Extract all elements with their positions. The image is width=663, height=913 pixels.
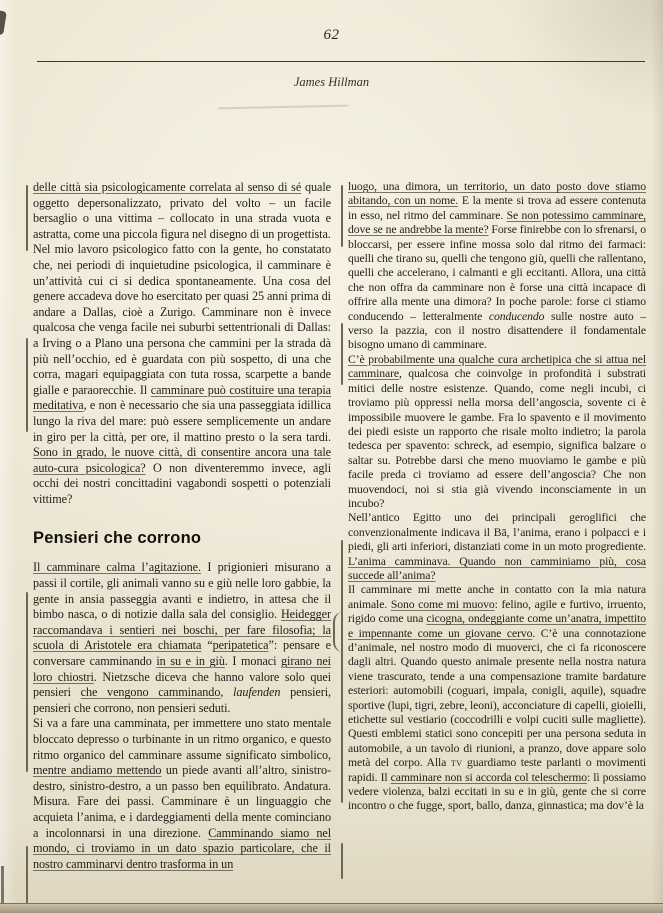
scan-bottom-edge — [0, 903, 663, 913]
paragraph: Nel mio lavoro psicologico fatto con la gente, ho constatato che, nei periodi di inquietudine psicologica, il camminare è un’attività cui ci si dedica spontaneamente. Una cosa del genere accadeva dove ho esercitato per quasi 25 anni prima di andare a Dallas, cioè a Zurigo. Camminare non è invece qualcosa che venga facile nei suburbi settentrionali di Dallas: a Irving o a Plano una persona che cammini per la strada dà più nell’occhio, ed è guardata con più sospetto, di una che corra, magari equipaggiata con tuta rossa, scarpette a bande gialle e paraorecchie. Il camminare può costituire una terapia meditativa, e non è necessario che sia una passeggiata idillica lungo la riva del mare: può essere semplicemente un andare in giro per la città, per ore, il mattino presto o la sera tardi. Sono in grado, le nuove città, di consentire ancora una tale auto-cura psicologica? O non diventeremmo invece, agli occhi dei nostri concittadini vagabondi sospetti o potenziali vittime? — [33, 242, 331, 506]
running-head: James Hillman — [293, 75, 370, 89]
paragraph: delle città sia psicologicamente correlata al senso di sé quale oggetto depersonalizzato, privato del volto – un facile bersaglio o una vittima – collocato in una strada vuota e astratta, come una piccola figura nel disegno di un progettista. — [33, 180, 331, 241]
pencil-margin-hook — [333, 612, 344, 652]
right-text-column — [348, 180, 646, 814]
left-text-column — [33, 180, 331, 872]
scan-edge-artifact — [0, 0, 16, 913]
paragraph: Nell’antico Egitto uno dei principali geroglifici che convenzionalmente indicava il Bā, l’anima, erano i polpacci e i piedi, gli arti inferiori, distanziati come in un moto progrediente. L’anima camminava. Quando non camminiamo più, cosa succede all’anima? — [348, 511, 646, 582]
pencil-margin-mark — [26, 338, 28, 432]
pencil-margin-mark — [26, 185, 28, 251]
pencil-margin-mark — [26, 592, 28, 772]
paragraph: Il camminare calma l’agitazione. I prigionieri misurano a passi il cortile, gli animali vanno su e giù nelle loro gabbie, la gente in ansia passeggia avanti e indietro, in attesa che il bimbo nasca, o di notizie dalla sala del consiglio. Heidegger raccomandava i sentieri nei boschi, per fare filosofia; la scuola di Aristotele era chiamata “peripatetica”: pensare e conversare camminando in su e in giù. I monaci girano nei loro chiostri. Nietzsche diceva che hanno valore solo quei pensieri che vengono camminando, laufenden pensieri, pensieri che corrono, non pensieri seduti. — [33, 560, 331, 715]
paragraph: C’è probabilmente una qualche cura archetipica che si attua nel camminare, qualcosa che coinvolge in profondità i substrati mitici delle nostre esistenze. Quando, come negli incubi, ci troviamo più oppressi nella morsa dell’angoscia, sovente ci è impossibile muovere le gambe. Fra lo spavento e il movimento dei piedi esiste un rapporto che risale molto indietro; la parola tedesca per spavento: schreck, ad esempio, significa balzare o saltar su. Potrebbe darsi che meno muoviamo le gambe e più facile preda ci troviamo ad essere dell’angoscia? Che non muovendoci, noi si stia già vivendo inconsciamente in un incubo? — [348, 352, 646, 510]
pencil-margin-mark — [341, 843, 343, 879]
paragraph: Il camminare mi mette anche in contatto con la mia natura animale. Sono come mi muovo: felino, agile e furtivo, irruento, rigido come una cicogna, ondeggiante come un’anatra, impettito e impennante come un giovane cervo. C’è una connotazione d’animale, nel nostro modo di muoverci, che ci fa riconoscere dagli altri. Quando questo animale presente nella nostra natura viene trascurato, tende a una compensazione tramite bardature esteriori: automobili (coguari, impala, conigli, aquile), squadre sportive (lupi, tigri, zebre, leoni), acconciature di capelli, gioielli, etichette sul vestiario (coccodrilli e volpi cuciti sulle magliette). Questi emblemi statici sono concepiti per una persona seduta in automobile, a un tavolo di riunioni, a pranzo, dove appare solo metà del corpo. Alla tv guardiamo teste parlanti o movimenti rapidi. Il camminare non si accorda col teleschermo: lì possiamo vedere violenza, balzi eccitati in su e in giù, gente che si corre incontro o che fugge, sport, ballo, danza, ginnastica; ma dov’è la — [348, 583, 646, 813]
pencil-margin-mark — [341, 323, 343, 385]
pencil-margin-mark — [26, 846, 28, 906]
scan-edge-artifact — [651, 0, 663, 913]
paragraph: luogo, una dimora, un territorio, un dato posto dove stiamo abitando, con un nome. E la mente si trova ad essere contenuta in esso, nel ritmo del camminare. Se non potessimo camminare, dove se ne andrebbe la mente? Forse finirebbe con lo sfrenarsi, o bloccarsi, per essere infine mossa solo dal ritmo dei farmaci: quelli che tirano su, quelli che tengono giù, quelli che rallentano, quelli che accelerano, i calmanti e gli eccitanti. Allora, una città che non offra da camminare non è forse una città incapace di offrire alla mente una dimora? In poche parole: forse ci stiamo conducendo – letteralmente conducendo sulle nostre auto – verso la pazzia, con il nostro disattendere il fondamentale bisogno umano di camminare. — [348, 180, 646, 352]
scan-ghost-line — [218, 105, 348, 110]
pencil-margin-mark — [341, 540, 343, 803]
pencil-margin-mark — [341, 185, 343, 247]
paragraph: Si va a fare una camminata, per immettere uno stato mentale bloccato depresso o turbinante in un ritmo organico, e questo ritmo organico del camminare assume significato simbolico, mentre andiamo mettendo un piede avanti all’altro, sinistro-destro, sinistro-destro, a un passo ben equilibrato. Andatura. Misura. Fare dei passi. Camminare è un linguaggio che acquieta l’anima, e i dardeggiamenti della mente cominciano a incolonnarsi in una direzione. Camminando siamo nel mondo, ci troviamo in un dato spazio particolare, che il nostro camminarvi dentro trasforma in un — [33, 716, 332, 871]
page-number: 62 — [323, 27, 340, 43]
section-heading: Pensieri che corrono — [33, 529, 202, 548]
header-rule — [37, 61, 645, 62]
